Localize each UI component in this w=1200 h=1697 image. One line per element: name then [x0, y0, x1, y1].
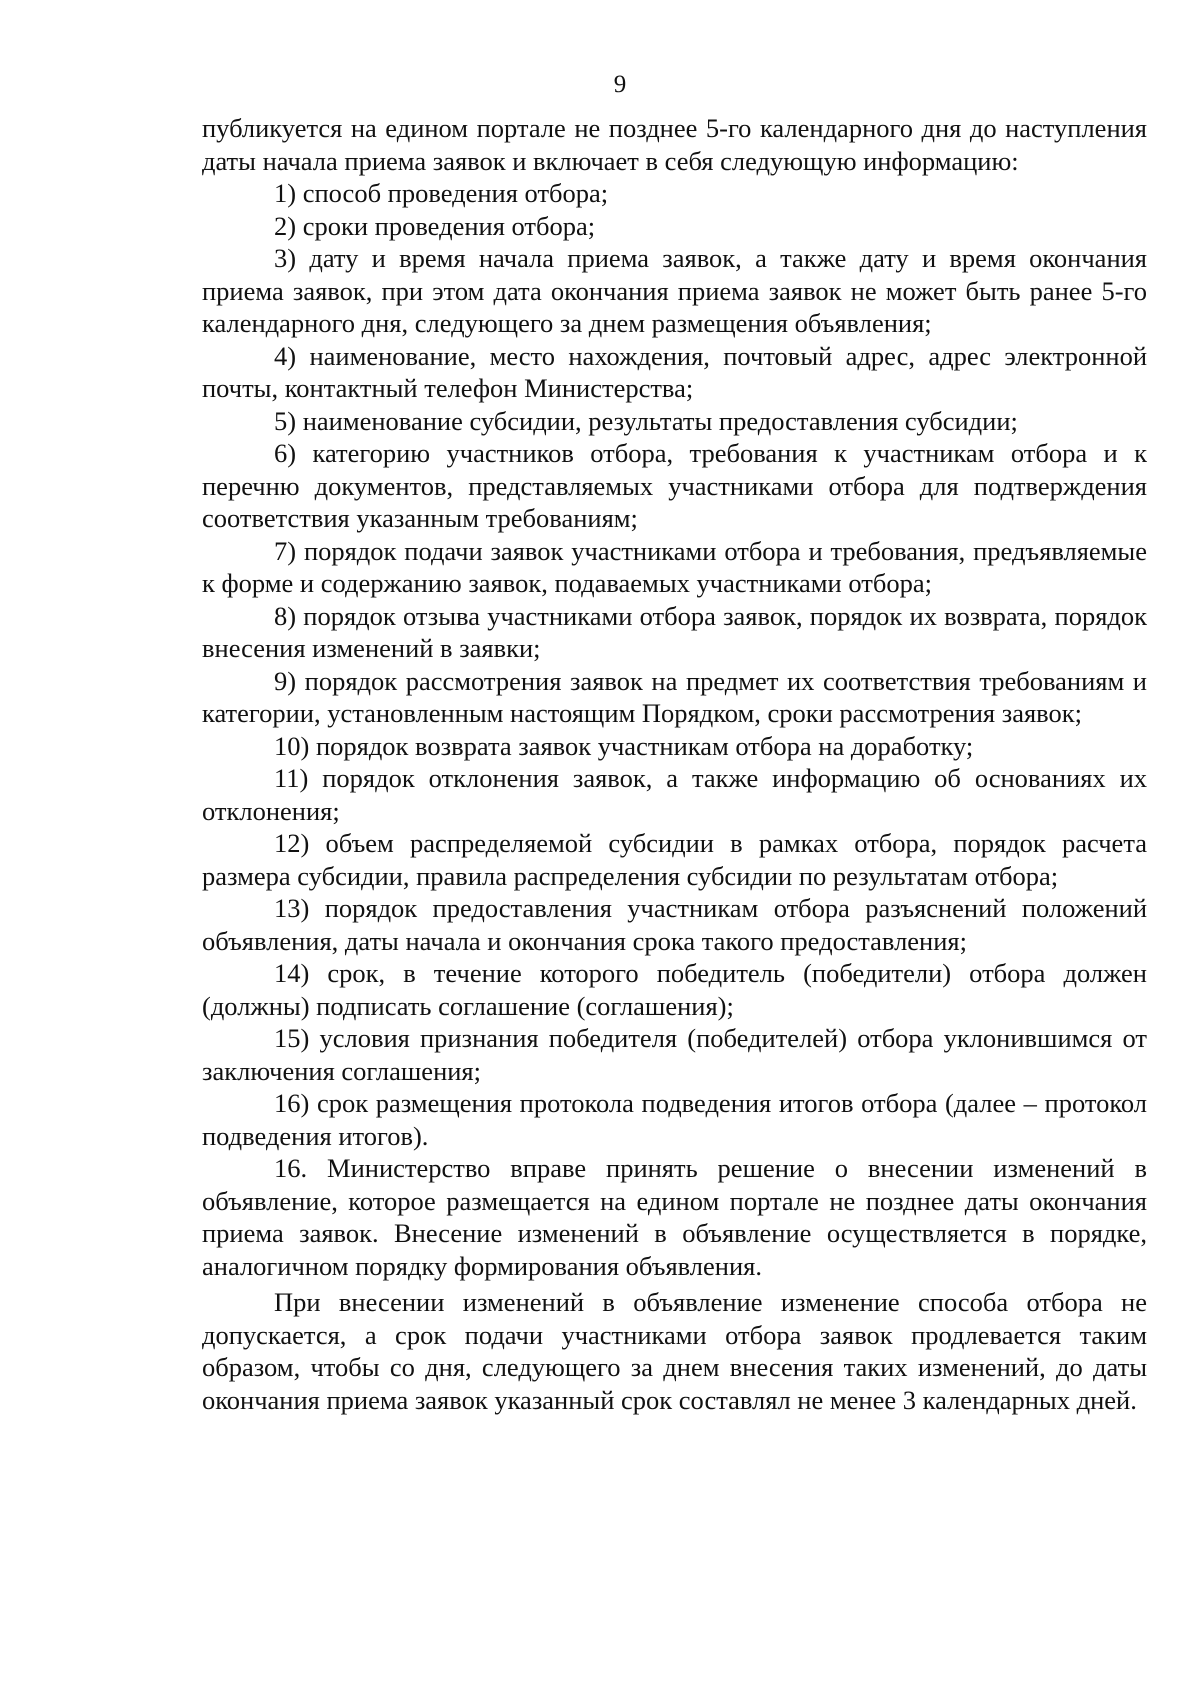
- list-item-6: 6) категорию участников отбора, требования к участникам отбора и к перечню документов, представляемых участниками отбора для подтверждения соответствия указанным требованиям;: [202, 438, 1147, 533]
- list-item-7: 7) порядок подачи заявок участниками отбора и требования, предъявляемые к форме и содержанию заявок, подаваемых участниками отбора;: [202, 535, 1147, 598]
- document-body: [202, 112, 1147, 1416]
- list-item-9: 9) порядок рассмотрения заявок на предмет их соответствия требованиям и категории, установленным настоящим Порядком, сроки рассмотрения заявок;: [202, 665, 1147, 728]
- list-item-12: 12) объем распределяемой субсидии в рамках отбора, порядок расчета размера субсидии, правила распределения субсидии по результатам отбора;: [202, 828, 1147, 891]
- list-item-11: 11) порядок отклонения заявок, а также информацию об основаниях их отклонения;: [202, 763, 1147, 826]
- list-item-13: 13) порядок предоставления участникам отбора разъяснений положений объявления, даты начала и окончания срока такого предоставления;: [202, 893, 1147, 956]
- list-item-14: 14) срок, в течение которого победитель (победители) отбора должен (должны) подписать соглашение (соглашения);: [202, 958, 1147, 1021]
- paragraph-intro: публикуется на едином портале не позднее 5-го календарного дня до наступления даты начала приема заявок и включает в себя следующую информацию:: [202, 113, 1147, 176]
- section-16-paragraph: 16. Министерство вправе принять решение о внесении изменений в объявление, которое размещается на едином портале не позднее даты окончания приема заявок. Внесение изменений в объявление осуществляется в порядке, аналогичном порядку формирования объявления.: [202, 1153, 1147, 1281]
- page-number: 9: [613, 71, 627, 98]
- list-item-4: 4) наименование, место нахождения, почтовый адрес, адрес электронной почты, контактный телефон Министерства;: [202, 340, 1147, 403]
- list-item-16: 16) срок размещения протокола подведения итогов отбора (далее – протокол подведения итогов).: [202, 1088, 1147, 1151]
- list-item-1: 1) способ проведения отбора;: [274, 178, 609, 208]
- list-item-8: 8) порядок отзыва участниками отбора заявок, порядок их возврата, порядок внесения изменений в заявки;: [202, 600, 1147, 663]
- changes-paragraph: При внесении изменений в объявление изменение способа отбора не допускается, а срок подачи участниками отбора заявок продлевается таким образом, чтобы со дня, следующего за днем внесения таких изменений, до даты окончания приема заявок указанный срок составлял не менее 3 календарных дней.: [202, 1287, 1147, 1415]
- list-item-5: 5) наименование субсидии, результаты предоставления субсидии;: [274, 405, 1018, 436]
- list-item-2: 2) сроки проведения отбора;: [274, 210, 596, 241]
- list-item-15: 15) условия признания победителя (победителей) отбора уклонившимся от заключения соглашения;: [202, 1023, 1147, 1086]
- list-item-10: 10) порядок возврата заявок участникам отбора на доработку;: [274, 730, 974, 761]
- list-item-3: 3) дату и время начала приема заявок, а также дату и время окончания приема заявок, при этом дата окончания приема заявок не может быть ранее 5-го календарного дня, следующего за днем размещения объявления;: [202, 243, 1147, 338]
